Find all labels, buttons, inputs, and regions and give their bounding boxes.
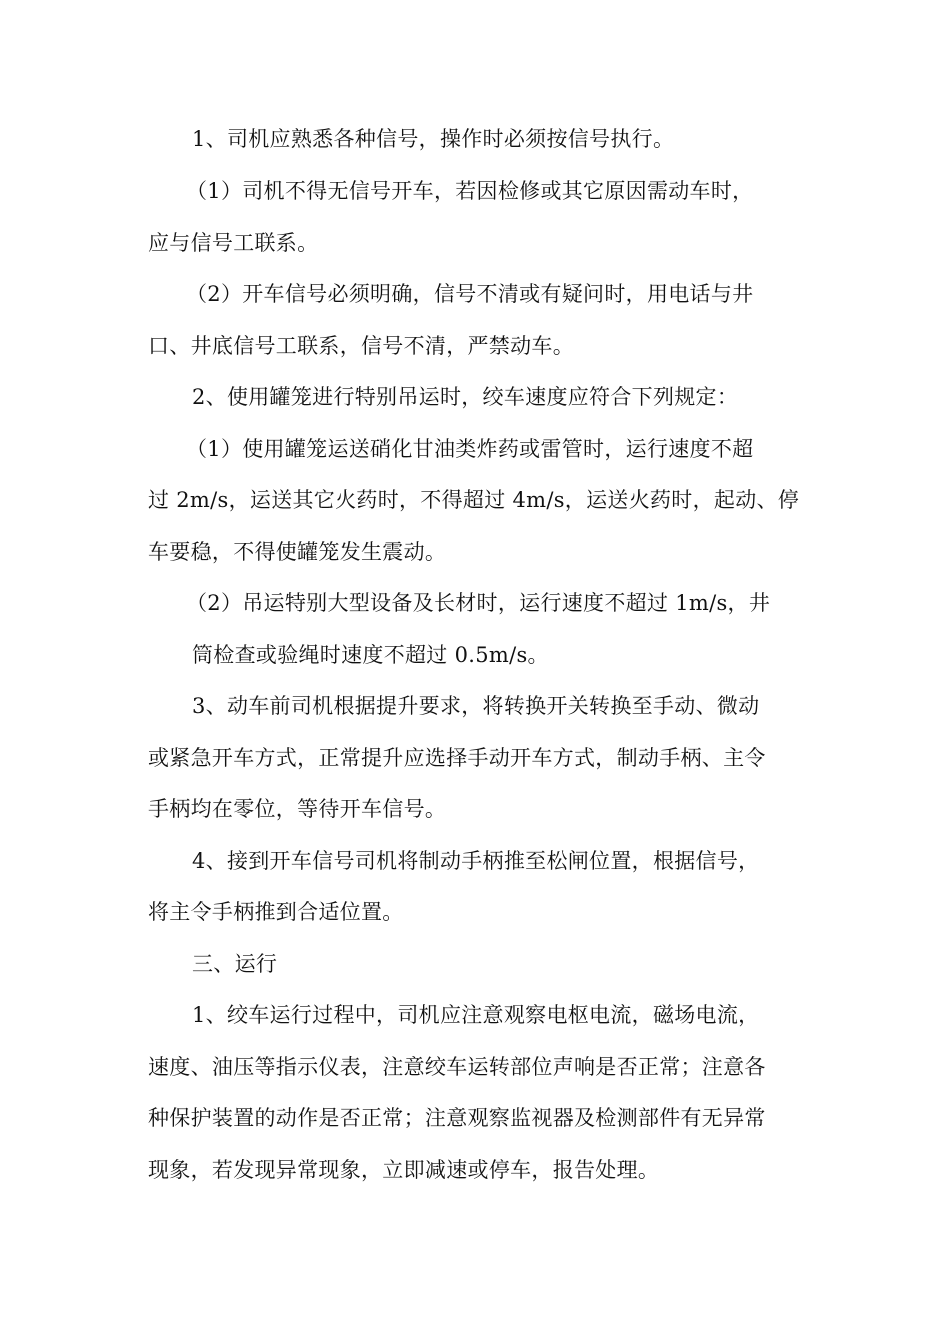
section-heading: 三、运行 bbox=[192, 952, 278, 976]
paragraph-line: 1、绞车运行过程中，司机应注意观察电枢电流，磁场电流， bbox=[192, 1003, 760, 1027]
paragraph-line: 将主令手柄推到合适位置。 bbox=[148, 900, 404, 924]
paragraph-line: 手柄均在零位，等待开车信号。 bbox=[148, 797, 447, 821]
paragraph-line: 3、动车前司机根据提升要求，将转换开关转换至手动、微动 bbox=[192, 694, 760, 718]
paragraph-line: 或紧急开车方式，正常提升应选择手动开车方式，制动手柄、主令 bbox=[148, 746, 766, 770]
paragraph-line: （1）司机不得无信号开车，若因检修或其它原因需动车时， bbox=[186, 179, 754, 203]
paragraph-line: 2、使用罐笼进行特别吊运时，绞车速度应符合下列规定： bbox=[192, 385, 739, 409]
paragraph-line: 速度、油压等指示仪表，注意绞车运转部位声响是否正常；注意各 bbox=[148, 1055, 766, 1079]
paragraph-line: （2）吊运特别大型设备及长材时，运行速度不超过 1m/s，井 bbox=[186, 591, 771, 615]
paragraph-line: 筒检查或验绳时速度不超过 0.5m/s。 bbox=[192, 643, 549, 667]
paragraph-line: 车要稳，不得使罐笼发生震动。 bbox=[148, 540, 447, 564]
paragraph-line: 过 2m/s，运送其它火药时，不得超过 4m/s，运送火药时，起动、停 bbox=[148, 488, 800, 512]
paragraph-line: 4、接到开车信号司机将制动手柄推至松闸位置，根据信号， bbox=[192, 849, 760, 873]
paragraph-line: （1）使用罐笼运送硝化甘油类炸药或雷管时，运行速度不超 bbox=[186, 437, 754, 461]
paragraph-line: 种保护装置的动作是否正常；注意观察监视器及检测部件有无异常 bbox=[148, 1106, 766, 1130]
paragraph-line: 口、井底信号工联系，信号不清，严禁动车。 bbox=[148, 334, 574, 358]
paragraph-line: （2）开车信号必须明确，信号不清或有疑问时，用电话与井 bbox=[186, 282, 754, 306]
paragraph-line: 应与信号工联系。 bbox=[148, 231, 319, 255]
paragraph-line: 1、司机应熟悉各种信号，操作时必须按信号执行。 bbox=[192, 127, 675, 151]
paragraph-line: 现象，若发现异常现象，立即减速或停车，报告处理。 bbox=[148, 1158, 660, 1182]
